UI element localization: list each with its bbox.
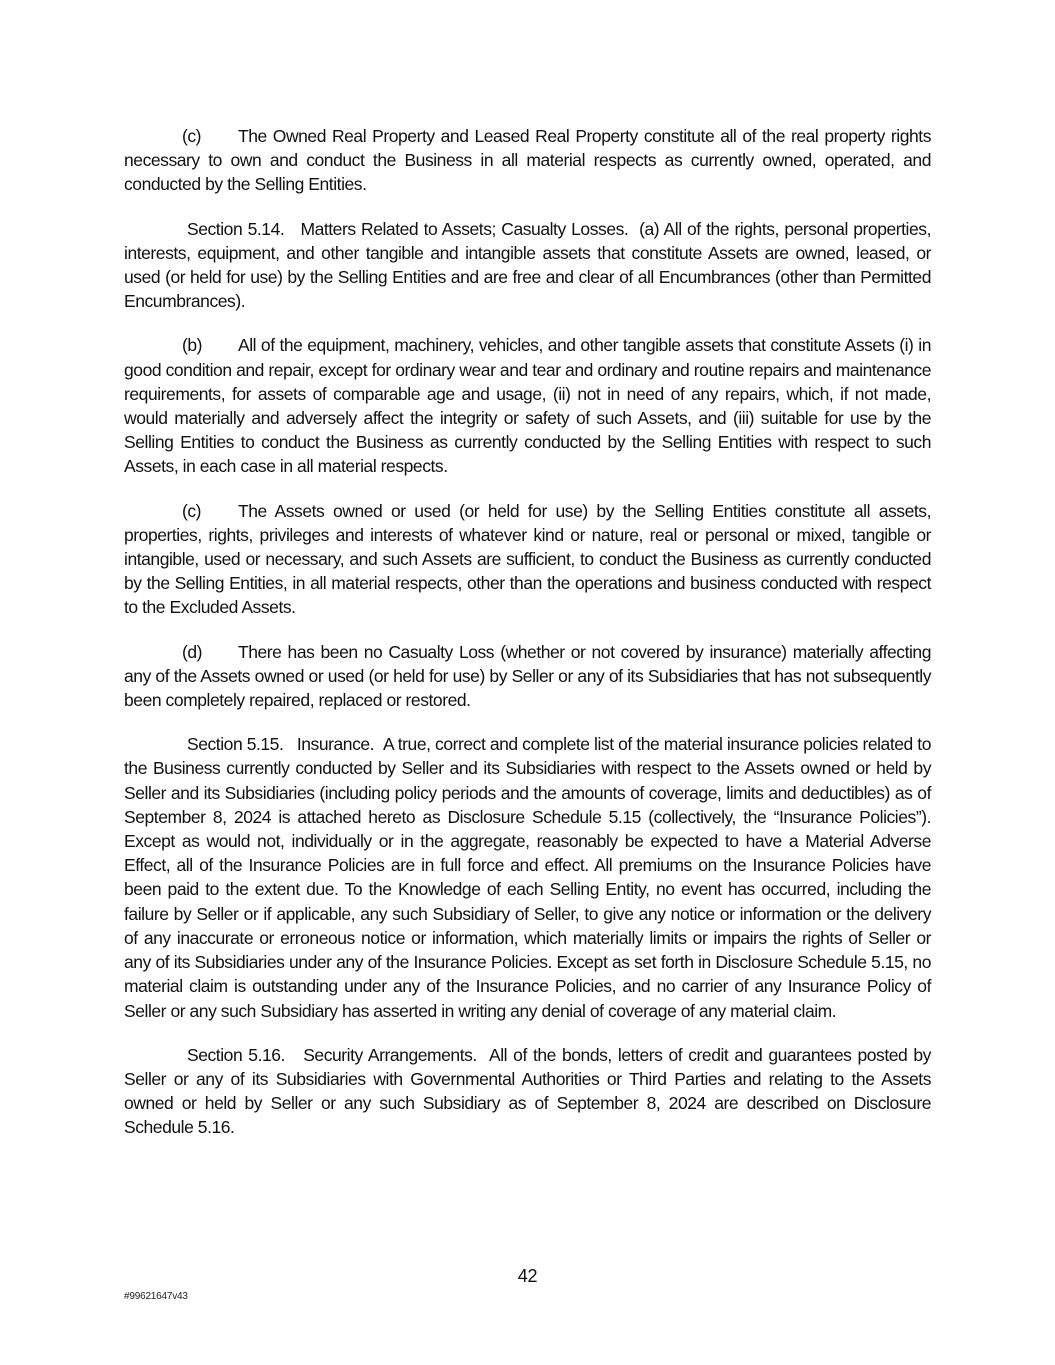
paragraph-5-14-c xyxy=(124,499,931,620)
document-body xyxy=(124,124,931,1160)
paragraph-text: There has been no Casualty Loss (whether or not covered by insurance) materially affecting any of the Assets owned or used (or held for use) by Seller or any of its Subsidiaries that has not subsequently been completely repaired, replaced or restored. xyxy=(124,641,931,711)
section-5-16 xyxy=(124,1043,931,1140)
section-heading: Section 5.14. xyxy=(187,218,285,239)
paragraph-text: (a) All of the rights, personal properties, interests, equipment, and other tangible and intangible assets that constitute Assets are owned, leased, or used (or held for use) by the Selling Entities and are free and clear of all Encumbrances (other than Permitted Encumbrances). xyxy=(124,218,931,312)
paragraph-5-13-c xyxy=(124,124,931,197)
paragraph-text: All of the bonds, letters of credit and guarantees posted by Seller or any of its Subsidiaries with Governmental Authorities or Third Parties and relating to the Assets owned or held by Seller or any such Subsidiary as of September 8, 2024 are described on Disclosure Schedule 5.16. xyxy=(124,1044,931,1138)
section-heading: Section 5.16. xyxy=(187,1044,285,1065)
paragraph-text: The Assets owned or used (or held for use) by the Selling Entities constitute all assets, properties, rights, privileges and interests of whatever kind or nature, real or personal or mixed, tangible or intangible, used or necessary, and such Assets are sufficient, to conduct the Business as currently conducted by the Selling Entities, in all material respects, other than the operations and business conducted with respect to the Excluded Assets. xyxy=(124,500,931,618)
subsection-label: (d) xyxy=(182,641,203,662)
paragraph-5-14-d xyxy=(124,640,931,713)
subsection-label: (b) xyxy=(182,335,203,356)
section-title: Matters Related to Assets; Casualty Losses. xyxy=(300,218,629,239)
subsection-label: (c) xyxy=(182,500,202,521)
subsection-label: (c) xyxy=(182,126,202,146)
document-id: #99621647v43 xyxy=(124,1291,188,1302)
section-5-15 xyxy=(124,732,931,1022)
section-title: Security Arrangements. xyxy=(303,1044,477,1065)
paragraph-text: A true, correct and complete list of the material insurance policies related to the Business currently conducted by Seller and its Subsidiaries with respect to the Assets owned or held by Seller and its Subsidiaries (including policy periods and the amounts of coverage, limits and deductibles) as of September 8, 2024 is attached hereto as Disclosure Schedule 5.15 (collectively, the “Insurance Policies”). Except as would not, individually or in the aggregate, reasonably be expected to have a Material Adverse Effect, all of the Insurance Policies are in full force and effect. All premiums on the Insurance Policies have been paid to the extent due. To the Knowledge of each Selling Entity, no event has occurred, including the failure by Seller or if applicable, any such Subsidiary of Seller, to give any notice or information or the delivery of any inaccurate or erroneous notice or information, which materially limits or impairs the rights of Seller or any of its Subsidiaries under any of the Insurance Policies. Except as set forth in Disclosure Schedule 5.15, no material claim is outstanding under any of the Insurance Policies, and no carrier of any Insurance Policy of Seller or any such Subsidiary has asserted in writing any denial of coverage of any material claim. xyxy=(124,734,931,1021)
paragraph-5-14-b xyxy=(124,333,931,478)
page-number: 42 xyxy=(517,1266,538,1286)
section-5-14 xyxy=(124,217,931,314)
paragraph-text: The Owned Real Property and Leased Real Property constitute all of the real property rights necessary to own and conduct the Business in all material respects as currently owned, operated, and conducted by the Selling Entities. xyxy=(124,126,931,195)
section-heading: Section 5.15. xyxy=(187,734,284,755)
paragraph-text: All of the equipment, machinery, vehicles, and other tangible assets that constitute Assets (i) in good condition and repair, except for ordinary wear and tear and ordinary and routine repairs and maintenance requirements, for assets of comparable age and usage, (ii) not in need of any repairs, which, if not made, would materially and adversely affect the integrity or safety of such Assets, and (iii) suitable for use by the Selling Entities to conduct the Business as currently conducted by the Selling Entities with respect to such Assets, in each case in all material respects. xyxy=(124,335,931,477)
section-title: Insurance. xyxy=(296,734,375,755)
